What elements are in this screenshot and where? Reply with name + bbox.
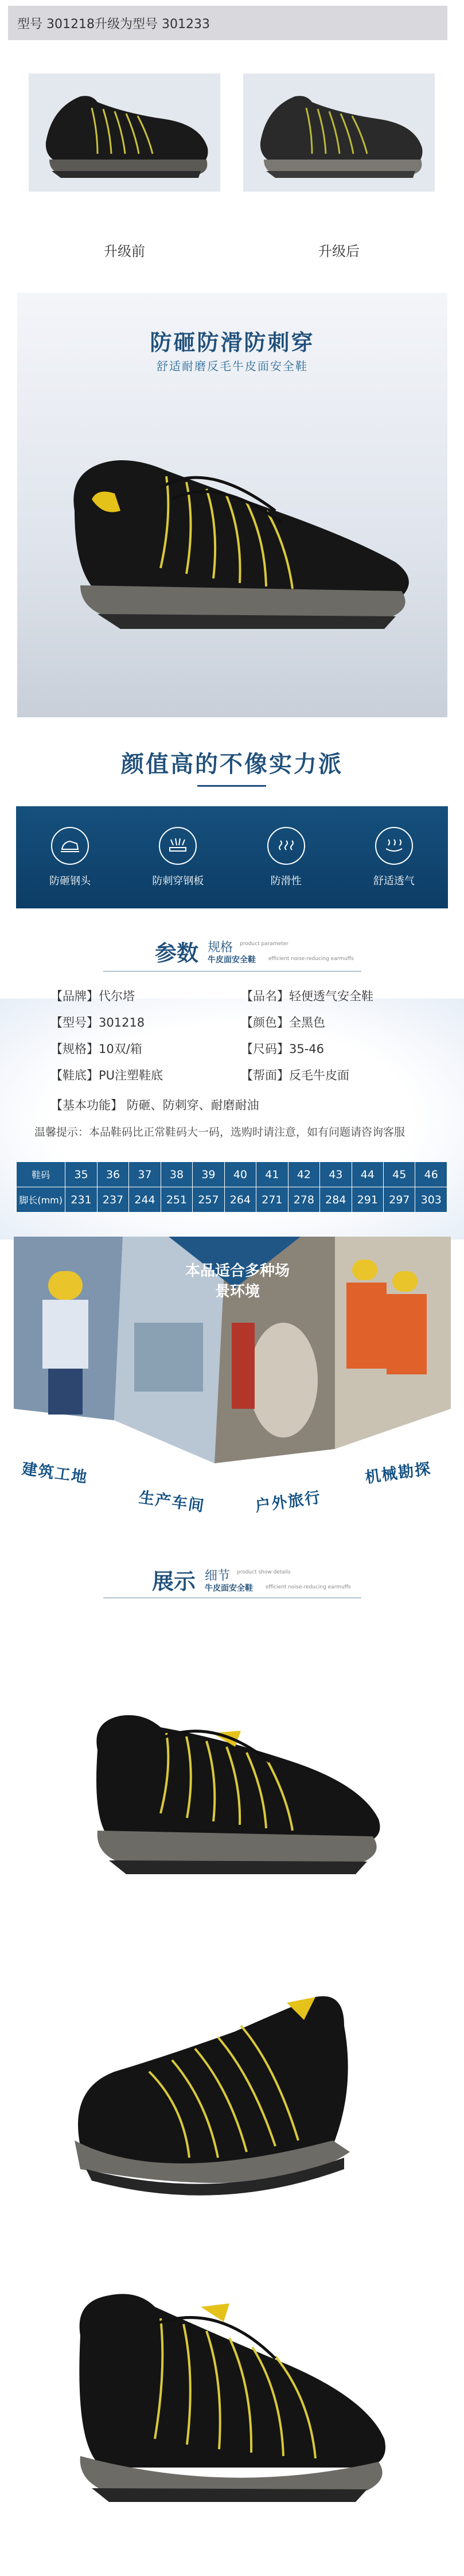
anti-slip-icon [267, 827, 305, 865]
params-title-sub: 牛皮面安全鞋 [208, 955, 256, 965]
scene-label-machinery: 机械勘探 [364, 1460, 433, 1487]
scenes-section [14, 1237, 451, 1529]
params-title-en: product parameter [240, 941, 288, 947]
size-cell: 39 [193, 1162, 224, 1187]
details-title-sub: 牛皮面安全鞋 [205, 1584, 253, 1593]
details-title [152, 1564, 370, 1598]
shoe-before-icon [29, 73, 220, 192]
upgrade-after-image [243, 73, 435, 192]
length-cell: 231 [65, 1187, 97, 1213]
length-cell: 244 [129, 1187, 161, 1213]
hero-title: 防砸防滑防刺穿 [150, 330, 315, 355]
breathable-icon [375, 827, 413, 865]
length-cell: 297 [384, 1187, 415, 1213]
size-cell: 42 [288, 1162, 319, 1187]
param-model: 【型号】301218 [50, 1016, 145, 1029]
params-divider [103, 971, 361, 972]
param-upper: 【帮面】反毛牛皮面 [241, 1069, 349, 1082]
param-sole: 【鞋底】PU注塑鞋底 [50, 1069, 163, 1082]
param-product-name: 【品名】轻便透气安全鞋 [241, 989, 373, 1003]
feature-label: 防滑性 [270, 875, 302, 887]
features-title: 颜值高的不像实力派 [121, 751, 343, 778]
features-underline [197, 785, 266, 787]
length-cell: 291 [352, 1187, 383, 1213]
hero-banner [17, 293, 447, 717]
param-color: 【颜色】全黑色 [241, 1016, 325, 1029]
scenes-banner-title: 本品适合多种场景环境 [185, 1262, 290, 1300]
scene-label-construction: 建筑工地 [20, 1460, 89, 1487]
length-cell: 264 [224, 1187, 256, 1213]
size-cell: 38 [161, 1162, 192, 1187]
size-cell: 35 [65, 1162, 97, 1187]
detail-shoe-side-icon [75, 1699, 396, 1882]
size-cell: 40 [224, 1162, 256, 1187]
length-cell: 278 [288, 1187, 319, 1213]
details-title-en-sub: efficient noise-reducing earmuffs [266, 1584, 351, 1590]
params-title [155, 935, 361, 970]
length-row-label: 脚长(mm) [17, 1187, 65, 1213]
length-cell: 251 [161, 1187, 192, 1213]
size-cell: 41 [256, 1162, 288, 1187]
feature-label: 舒适透气 [373, 875, 415, 887]
size-row-label: 鞋码 [17, 1162, 65, 1187]
hero-subtitle: 舒适耐磨反毛牛皮面安全鞋 [157, 359, 308, 373]
size-cell: 36 [97, 1162, 128, 1187]
param-spec: 【规格】10双/箱 [50, 1042, 142, 1056]
upgrade-header [8, 6, 447, 40]
size-cell: 43 [320, 1162, 352, 1187]
params-title-small: 规格 [208, 941, 233, 955]
upgrade-before-label: 升级前 [104, 243, 145, 259]
feature-label: 防砸钢头 [49, 875, 91, 887]
params-title-main: 参数 [155, 941, 199, 966]
detail-shoe-front-icon [46, 1974, 390, 2215]
upgrade-header-text: 型号 301218升级为型号 301233 [17, 17, 210, 32]
param-function: 【基本功能】 防砸、防刺穿、耐磨耐油 [50, 1098, 259, 1112]
detail-shoe-top-icon [57, 2267, 413, 2513]
feature-toe-cap [24, 827, 116, 888]
details-title-en: product show details [237, 1569, 291, 1575]
param-size-range: 【尺码】35-46 [241, 1042, 325, 1056]
param-tip: 温馨提示：本品鞋码比正常鞋码大一码，选购时请注意，如有问题请咨询客服 [34, 1126, 405, 1139]
feature-puncture-plate [132, 827, 224, 888]
scene-label-outdoor: 户外旅行 [254, 1489, 323, 1516]
details-title-main: 展示 [152, 1569, 196, 1594]
param-brand: 【品牌】代尔塔 [50, 989, 135, 1003]
length-cell: 257 [193, 1187, 224, 1213]
features-panel [16, 806, 448, 908]
size-row [17, 1162, 447, 1187]
length-cell: 303 [415, 1187, 447, 1213]
shoe-after-icon [243, 73, 435, 192]
length-cell: 271 [256, 1187, 288, 1213]
length-cell: 237 [97, 1187, 128, 1213]
size-cell: 37 [129, 1162, 161, 1187]
puncture-plate-icon [159, 827, 197, 865]
feature-label: 防刺穿钢板 [152, 875, 204, 887]
scene-label-workshop: 生产车间 [137, 1489, 206, 1516]
upgrade-before-image [29, 73, 220, 192]
size-table [16, 1161, 447, 1213]
feature-anti-slip [240, 827, 332, 888]
length-cell: 284 [320, 1187, 352, 1213]
params-title-en-sub: efficient noise-reducing earmuffs [268, 956, 354, 962]
feature-breathable [348, 827, 440, 888]
details-title-small: 细节 [205, 1569, 231, 1583]
size-cell: 45 [384, 1162, 415, 1187]
size-cell: 46 [415, 1162, 447, 1187]
size-cell: 44 [352, 1162, 383, 1187]
length-row [17, 1187, 447, 1213]
toe-cap-icon [51, 827, 89, 865]
upgrade-after-label: 升级后 [318, 243, 360, 259]
hero-shoe-icon [57, 425, 424, 643]
